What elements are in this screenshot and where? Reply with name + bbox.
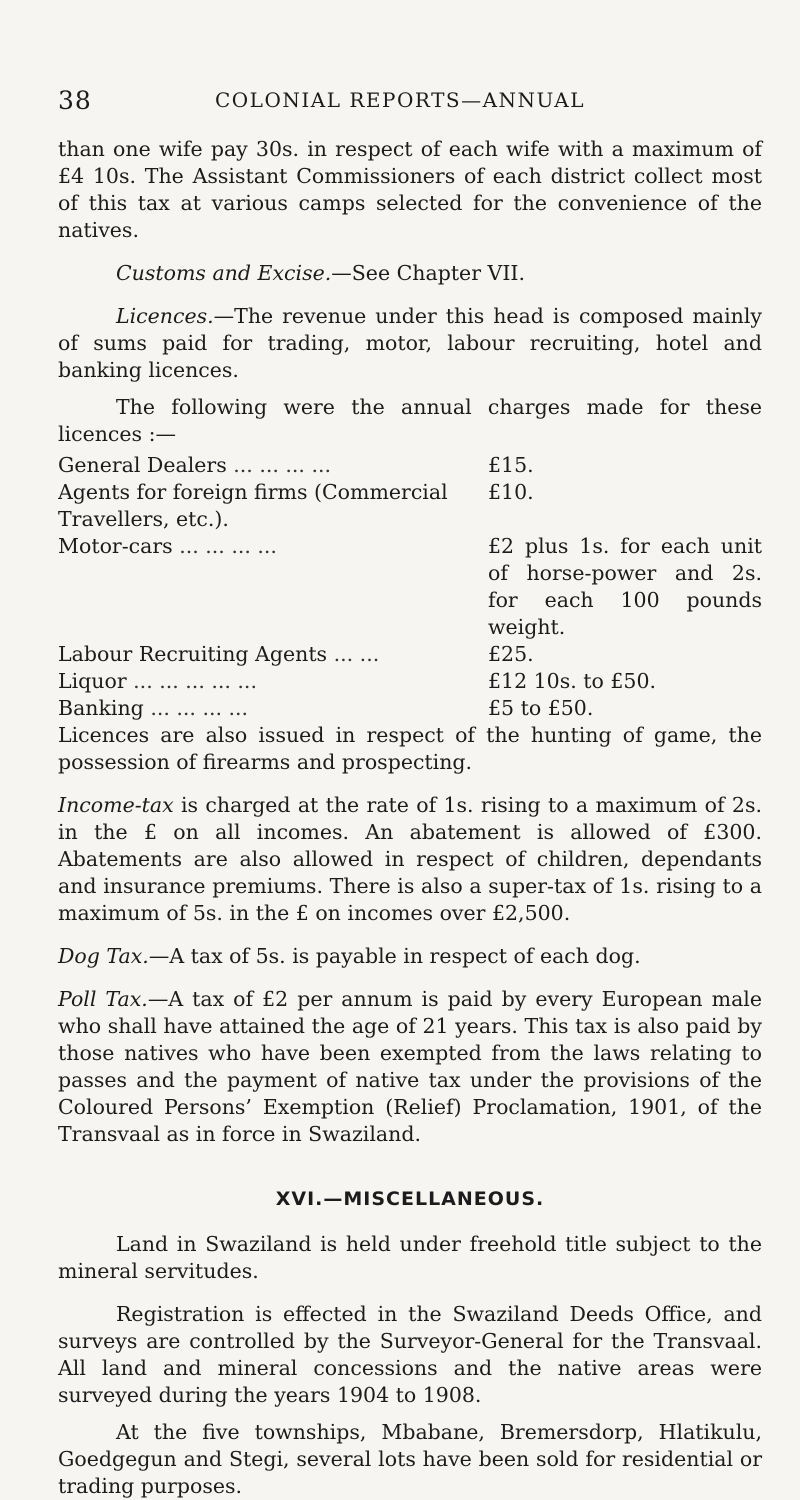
licence-charge: £25. <box>488 642 534 666</box>
customs-heading: Customs and Excise. <box>116 261 332 285</box>
page-header <box>58 86 742 116</box>
leader-dots: ... ... <box>327 642 380 666</box>
licence-charge: £15. <box>488 453 534 477</box>
section-paragraph-townships: At the five townships, Mbabane, Bremersdorp, Hlatikulu, Goedgegun and Stegi, several lots have been sold for residential or trading purposes. <box>58 1420 762 1498</box>
licences-intro: The following were the annual charges made for these licences :— <box>58 395 762 446</box>
licence-row <box>58 668 762 695</box>
licence-charge: £12 10s. to £50. <box>488 669 657 693</box>
paragraph-customs <box>58 260 762 287</box>
section-paragraph-land: Land in Swaziland is held under freehold title subject to the mineral servitudes. <box>58 1232 762 1283</box>
licence-charge: £5 to £50. <box>488 696 594 720</box>
licence-name-text: Liquor <box>58 669 127 693</box>
poll-tax-heading: Poll Tax. <box>58 987 148 1011</box>
paragraph-dog-tax <box>58 943 762 970</box>
licence-row <box>58 452 762 479</box>
licence-row <box>58 641 762 668</box>
licence-name <box>58 695 488 722</box>
licence-name <box>58 533 488 641</box>
licence-name <box>58 668 488 695</box>
paragraph-poll-tax <box>58 986 762 1148</box>
licence-row <box>58 479 762 533</box>
licence-charge: £2 plus 1s. for each unit of horse-power and 2s. for each 100 pounds weight. <box>488 534 762 639</box>
leader-dots: ... ... ... ... <box>172 534 277 558</box>
licence-name-text: Banking <box>58 696 144 720</box>
licence-name-text: Agents for foreign firms (Commercial Travellers, etc.). <box>58 480 448 531</box>
licences-heading: Licences. <box>116 304 214 328</box>
dog-tax-heading: Dog Tax. <box>58 944 149 968</box>
licence-name <box>58 452 488 479</box>
licence-row <box>58 695 762 722</box>
licence-charges-table <box>58 452 762 722</box>
customs-text: —See Chapter VII. <box>331 261 526 285</box>
income-tax-text: is charged at the rate of 1s. rising to a maximum of 2s. in the £ on all incomes. An abatement is allowed of £300. Abatements are also allowed in respect of children, dependants and insurance premiums. There is also a super-tax of 1s. rising to a maximum of 5s. in the £ on incomes over £2,500. <box>58 793 762 925</box>
running-head: COLONIAL REPORTS—ANNUAL <box>214 88 586 112</box>
licence-name <box>58 479 488 533</box>
paragraph-income-tax <box>58 792 762 927</box>
paragraph-licences <box>58 303 762 384</box>
leader-dots: ... ... ... ... <box>143 696 249 720</box>
section-paragraph-registration: Registration is effected in the Swaziland Deeds Office, and surveys are controlled by the Surveyor-General for the Transvaal. All land and mineral concessions and the native areas were surveyed during the years 1904 to 1908. <box>58 1302 762 1407</box>
leader-dots: ... ... ... ... ... <box>126 669 257 693</box>
licences-text: —The revenue under this head is composed mainly of sums paid for trading, motor, labour recruiting, hotel and banking licences. <box>58 304 762 382</box>
page-number: 38 <box>58 86 92 115</box>
section-title: XVI.—MISCELLANEOUS. <box>275 1188 545 1210</box>
income-tax-heading: Income-tax <box>58 793 174 817</box>
licence-row <box>58 533 762 641</box>
licence-name <box>58 641 488 668</box>
paragraph-wife-tax: than one wife pay 30s. in respect of each wife with a maximum of £4 10s. The Assistant Commissioners of each district collect most of this tax at various camps selected for the convenience of the natives. <box>58 137 762 242</box>
leader-dots: ... ... ... ... <box>226 453 332 477</box>
licence-name-text: General Dealers <box>58 453 227 477</box>
licences-after: Licences are also issued in respect of the hunting of game, the possession of firearms and prospecting. <box>58 723 762 774</box>
dog-tax-text: —A tax of 5s. is payable in respect of each dog. <box>148 944 641 968</box>
page-body <box>58 136 762 1500</box>
poll-tax-text: —A tax of £2 per annum is paid by every European male who shall have attained the age of 21 years. This tax is also paid by those natives who have been exempted from the laws relating to passes and the payment of native tax under the provisions of the Coloured Persons’ Exemption (Relief) Proclamation, 1901, of the Transvaal as in force in Swaziland. <box>58 987 762 1146</box>
licence-charge: £10. <box>488 480 534 504</box>
licence-name-text: Labour Recruiting Agents <box>58 642 328 666</box>
licence-name-text: Motor-cars <box>58 534 173 558</box>
